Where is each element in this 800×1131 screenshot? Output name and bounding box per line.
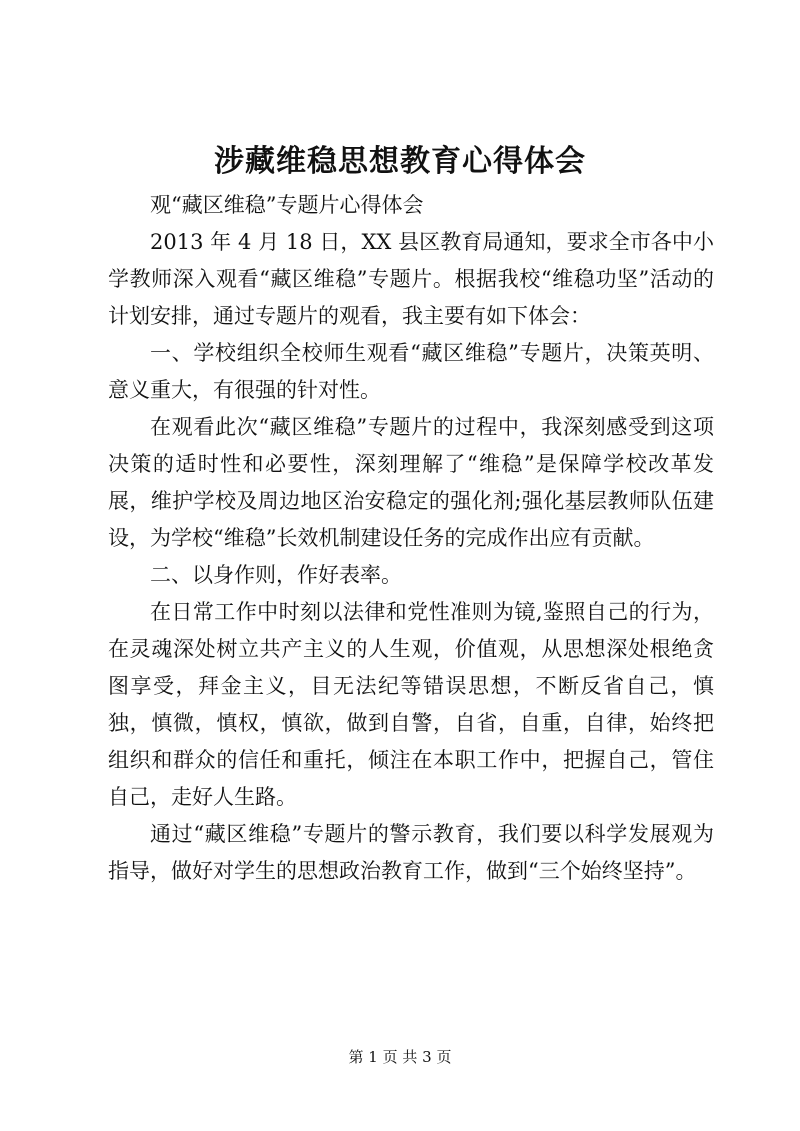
document-title: 涉藏维稳思想教育心得体会 bbox=[214, 144, 586, 179]
page-number-footer: 第 1 页 共 3 页 bbox=[348, 1048, 452, 1066]
body-paragraph: 二、以身作则，作好表率。 bbox=[150, 563, 402, 587]
body-paragraph: 通过“藏区维稳”专题片的警示教育，我们要以科学发展观为指导，做好对学生的思想政治教育工作，做到“三个始终坚持”。 bbox=[108, 822, 714, 883]
body-paragraph: 一、学校组织全校师生观看“藏区维稳”专题片，决策英明、意义重大，有很强的针对性。 bbox=[108, 341, 714, 402]
body-paragraph: 2013 年 4 月 18 日，XX 县区教育局通知，要求全市各中小学教师深入观看“藏区维稳”专题片。根据我校“维稳功坚”活动的计划安排，通过专题片的观看，我主要有如下体会： bbox=[108, 230, 714, 328]
body-paragraph: 在日常工作中时刻以法律和党性准则为镜,鉴照自己的行为，在灵魂深处树立共产主义的人生观，价值观，从思想深处根绝贪图享受，拜金主义，目无法纪等错误思想，不断反省自己，慎独，慎微，慎权，慎欲，做到自警，自省，自重，自律，始终把组织和群众的信任和重托，倾注在本职工作中，把握自己，管住自己，走好人生路。 bbox=[108, 600, 714, 809]
body-paragraph: 在观看此次“藏区维稳”专题片的过程中，我深刻感受到这项决策的适时性和必要性，深刻理解了“维稳”是保障学校改革发展，维护学校及周边地区治安稳定的强化剂;强化基层教师队伍建设，为学校“维稳”长效机制建设任务的完成作出应有贡献。 bbox=[108, 415, 714, 550]
document-body bbox=[108, 187, 714, 890]
subtitle-paragraph: 观“藏区维稳”专题片心得体会 bbox=[150, 193, 424, 217]
